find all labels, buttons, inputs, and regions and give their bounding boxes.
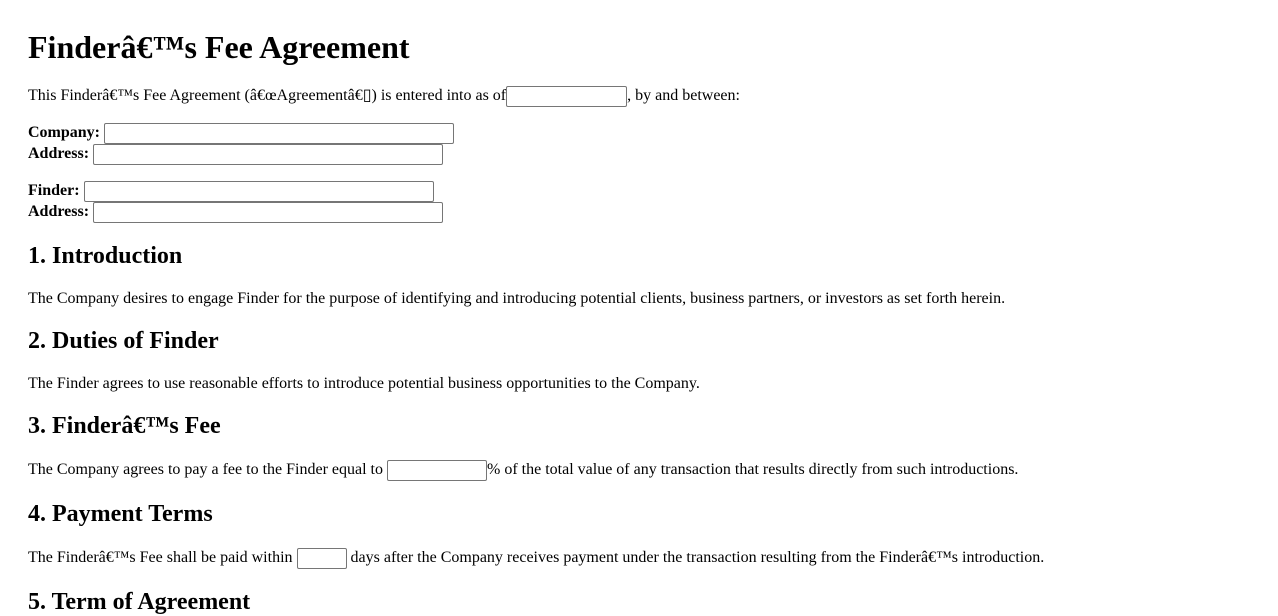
payment-text-after: days after the Company receives payment under the transaction resulting from the Finderâ€™s introduction. xyxy=(350,549,1045,566)
finder-name-input[interactable] xyxy=(84,181,434,202)
finder-address-input[interactable] xyxy=(93,202,443,223)
finder-label: Finder: xyxy=(28,182,80,199)
finder-address-label: Address: xyxy=(28,203,90,220)
company-label: Company: xyxy=(28,124,101,141)
finder-row xyxy=(28,180,434,202)
section-heading-duties: 2. Duties of Finder xyxy=(28,328,219,354)
company-row xyxy=(28,122,454,144)
finder-address-row xyxy=(28,201,443,223)
section-heading-introduction: 1. Introduction xyxy=(28,243,183,269)
company-address-input[interactable] xyxy=(93,144,443,165)
intro-text-before: This Finderâ€™s Fee Agreement (â€œAgreementâ€▯) is entered into as of xyxy=(28,87,507,104)
company-address-label: Address: xyxy=(28,145,90,162)
intro-text-after: , by and between: xyxy=(627,87,740,104)
intro-line xyxy=(28,85,740,107)
page-title: Finderâ€™s Fee Agreement xyxy=(28,29,410,65)
company-address-row xyxy=(28,143,443,165)
section-body-payment-terms xyxy=(28,547,1044,569)
fee-text-after: % of the total value of any transaction that results directly from such introductions. xyxy=(487,461,1019,478)
section-body-fee xyxy=(28,459,1018,481)
section-body-duties: The Finder agrees to use reasonable efforts to introduce potential business opportunities to the Company. xyxy=(28,375,700,392)
agreement-date-input[interactable] xyxy=(506,86,627,107)
company-name-input[interactable] xyxy=(104,123,454,144)
section-body-introduction: The Company desires to engage Finder for the purpose of identifying and introducing potential clients, business partners, or investors as set forth herein. xyxy=(28,290,1006,307)
payment-text-before: The Finderâ€™s Fee shall be paid within xyxy=(28,549,293,566)
section-heading-fee: 3. Finderâ€™s Fee xyxy=(28,413,221,439)
section-heading-payment-terms: 4. Payment Terms xyxy=(28,501,213,527)
payment-days-input[interactable] xyxy=(297,548,347,569)
section-heading-term: 5. Term of Agreement xyxy=(28,589,251,615)
fee-percentage-input[interactable] xyxy=(387,460,487,481)
fee-text-before: The Company agrees to pay a fee to the Finder equal to xyxy=(28,461,383,478)
